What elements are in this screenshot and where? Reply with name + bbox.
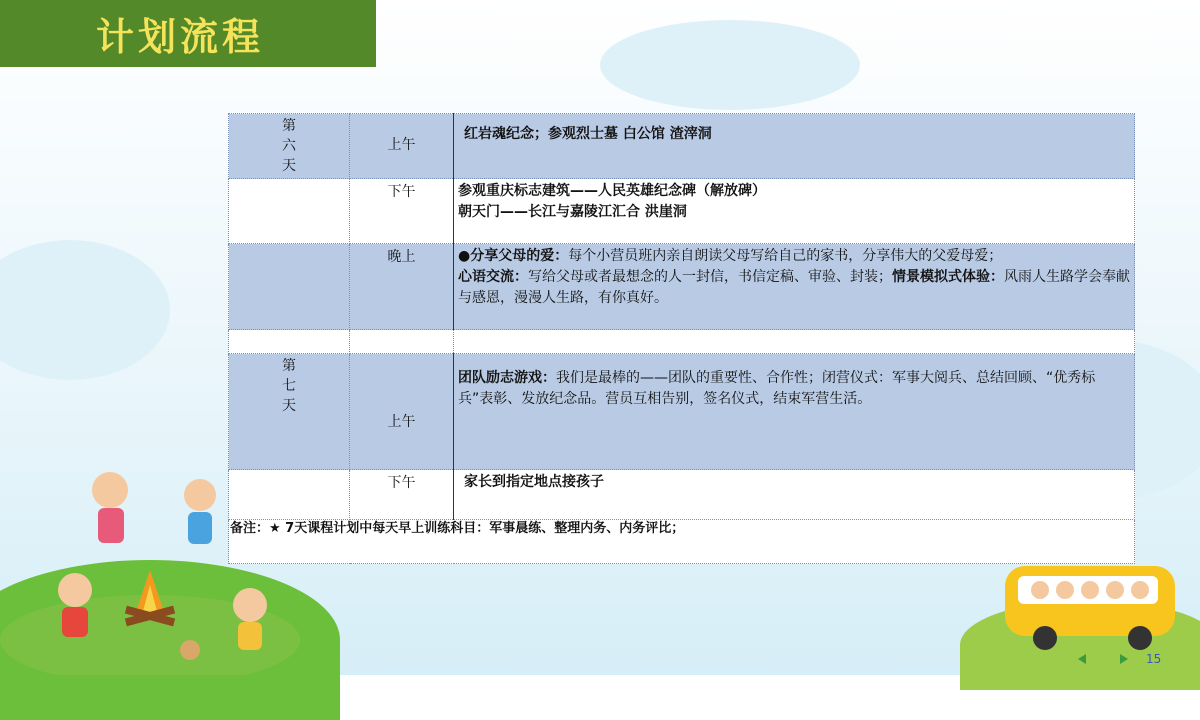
time-cell: 上午 — [350, 354, 454, 470]
page-number: 15 — [1146, 652, 1162, 666]
content-cell — [454, 179, 1135, 244]
day-char: 第 — [282, 118, 296, 134]
children-campfire-illustration — [0, 450, 300, 675]
school-bus-illustration — [1000, 556, 1190, 656]
title-banner — [0, 0, 376, 67]
day-char: 七 — [282, 378, 296, 394]
day-char: 第 — [282, 358, 296, 374]
activity-text: 朝天门——长江与嘉陵江汇合 洪崖洞 — [458, 204, 687, 220]
activity-label: 心语交流： — [458, 269, 528, 285]
activity-text: 每个小营员班内亲自朗读父母写给自己的家书，分享伟大的父爱母爱； — [568, 248, 1003, 264]
activity-text: 家长到指定地点接孩子 — [464, 474, 604, 490]
time-cell: 上午 — [350, 114, 454, 179]
day-char: 六 — [282, 138, 296, 154]
empty-cell — [454, 330, 1135, 354]
activity-text: 参观重庆标志建筑——人民英雄纪念碑（解放碑） — [458, 183, 766, 199]
activity-text: 风雨人生路学会奉献与感恩，漫漫人生路，有你真好。 — [458, 269, 1130, 306]
empty-cell — [350, 330, 454, 354]
day-char: 天 — [282, 158, 296, 174]
content-cell — [454, 244, 1135, 330]
cloud-decoration — [600, 20, 860, 110]
day-label — [229, 114, 350, 179]
empty-cell — [229, 179, 350, 244]
page-title: 计划流程 — [96, 15, 265, 59]
activity-label: ●分享父母的爱： — [458, 248, 569, 264]
activity-label: 团队励志游戏： — [458, 370, 556, 386]
day-char: 天 — [282, 398, 296, 414]
table-row — [229, 354, 1135, 470]
table-row — [229, 179, 1135, 244]
activity-text: 我们是最棒的——团队的重要性、合作性；闭营仪式：军事大阅兵、总结回顾、“优秀标兵”表彰、发放纪念品。营员互相告别，签名仪式，结束军营生活。 — [458, 370, 1096, 407]
remarks-note: 备注：★ 7天课程计划中每天早上训练科目：军事晨练、整理内务、内务评比； — [230, 521, 685, 536]
content-cell — [454, 114, 1135, 179]
content-cell — [454, 354, 1135, 470]
table-row — [229, 114, 1135, 179]
activity-text: 写给父母或者最想念的人一封信，书信定稿、审验、封装； — [528, 269, 892, 285]
empty-cell — [229, 244, 350, 330]
empty-cell — [229, 330, 350, 354]
time-cell: 下午 — [350, 179, 454, 244]
schedule-table — [228, 113, 1135, 564]
table-row — [229, 330, 1135, 354]
table-row — [229, 244, 1135, 330]
previous-arrow-icon[interactable] — [1078, 654, 1086, 664]
next-arrow-icon[interactable] — [1120, 654, 1128, 664]
content-cell — [454, 470, 1135, 520]
time-cell: 晚上 — [350, 244, 454, 330]
table-row — [229, 470, 1135, 520]
time-cell: 下午 — [350, 470, 454, 520]
activity-text: 红岩魂纪念；参观烈士墓 白公馆 渣滓洞 — [464, 126, 712, 142]
activity-label: 情景模拟式体验： — [892, 269, 1004, 285]
